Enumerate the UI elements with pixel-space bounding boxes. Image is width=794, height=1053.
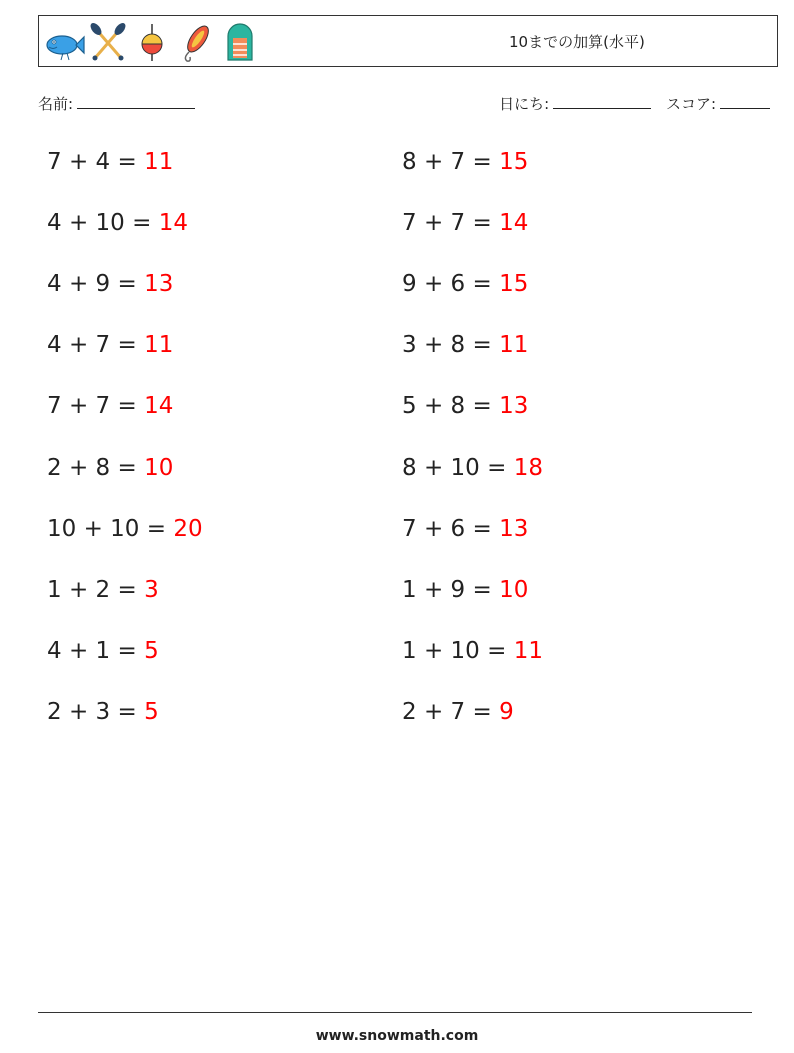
problem-expression: 2 + 3 =: [47, 698, 137, 725]
problem-expression: 4 + 9 =: [47, 271, 137, 298]
problem-item: [402, 209, 528, 237]
problem-expression: 2 + 7 =: [402, 698, 492, 725]
problem-expression: 1 + 9 =: [402, 576, 492, 603]
problem-item: [402, 331, 528, 359]
problem-expression: 3 + 8 =: [402, 332, 492, 359]
footer-divider: [38, 1012, 752, 1013]
problem-expression: 9 + 6 =: [402, 271, 492, 298]
footer-website: www.snowmath.com: [315, 1028, 479, 1044]
problem-answer: 13: [144, 271, 174, 298]
problem-expression: 7 + 7 =: [47, 393, 137, 420]
problem-item: [47, 270, 173, 298]
problem-answer: 14: [144, 393, 174, 420]
problem-expression: 2 + 8 =: [47, 454, 137, 481]
problem-item: [47, 637, 159, 665]
problem-item: [47, 148, 173, 176]
problem-answer: 11: [144, 149, 174, 175]
problem-expression: 8 + 10 =: [402, 454, 507, 481]
problem-item: [402, 637, 543, 665]
problem-expression: 7 + 7 =: [402, 210, 492, 237]
problem-answer: 18: [513, 454, 543, 481]
problem-answer: 14: [499, 210, 529, 237]
problem-answer: 14: [158, 210, 188, 237]
name-label: 名前:: [38, 95, 74, 113]
problem-expression: 8 + 7 =: [402, 149, 492, 175]
problem-item: [402, 515, 528, 543]
problem-answer: 5: [144, 698, 159, 725]
problem-expression: 4 + 1 =: [47, 637, 137, 664]
problem-item: [402, 392, 528, 420]
problem-expression: 7 + 4 =: [47, 149, 137, 175]
problem-item: [47, 331, 173, 359]
score-label: スコア:: [665, 95, 716, 113]
problem-item: [47, 454, 173, 482]
problem-item: [47, 576, 159, 604]
problem-answer: 20: [173, 515, 203, 542]
problem-answer: 5: [144, 637, 159, 664]
problem-answer: 3: [144, 576, 159, 603]
problem-answer: 11: [499, 332, 529, 359]
problem-answer: 9: [499, 698, 514, 725]
problem-expression: 4 + 7 =: [47, 332, 137, 359]
problem-expression: 10 + 10 =: [47, 515, 167, 542]
problem-answer: 10: [499, 576, 529, 603]
problem-item: [47, 209, 188, 237]
problem-expression: 7 + 6 =: [402, 515, 492, 542]
problem-item: [47, 515, 203, 543]
date-label: 日にち:: [499, 95, 550, 113]
problem-item: [47, 698, 159, 726]
problem-expression: 4 + 10 =: [47, 210, 152, 237]
problem-item: [402, 454, 543, 482]
problem-item: [402, 576, 528, 604]
problem-expression: 1 + 2 =: [47, 576, 137, 603]
problem-answer: 11: [513, 637, 543, 664]
worksheet-title: 10までの加算(水平): [509, 33, 645, 51]
problem-expression: 5 + 8 =: [402, 393, 492, 420]
problem-answer: 13: [499, 515, 529, 542]
problem-answer: 10: [144, 454, 174, 481]
problem-answer: 15: [499, 271, 529, 298]
problem-item: [402, 698, 514, 726]
problem-item: [402, 270, 528, 298]
problem-expression: 1 + 10 =: [402, 637, 507, 664]
problem-answer: 13: [499, 393, 529, 420]
problem-answer: 11: [144, 332, 174, 359]
problem-item: [402, 148, 528, 176]
problem-item: [47, 392, 173, 420]
problem-answer: 15: [499, 149, 529, 175]
